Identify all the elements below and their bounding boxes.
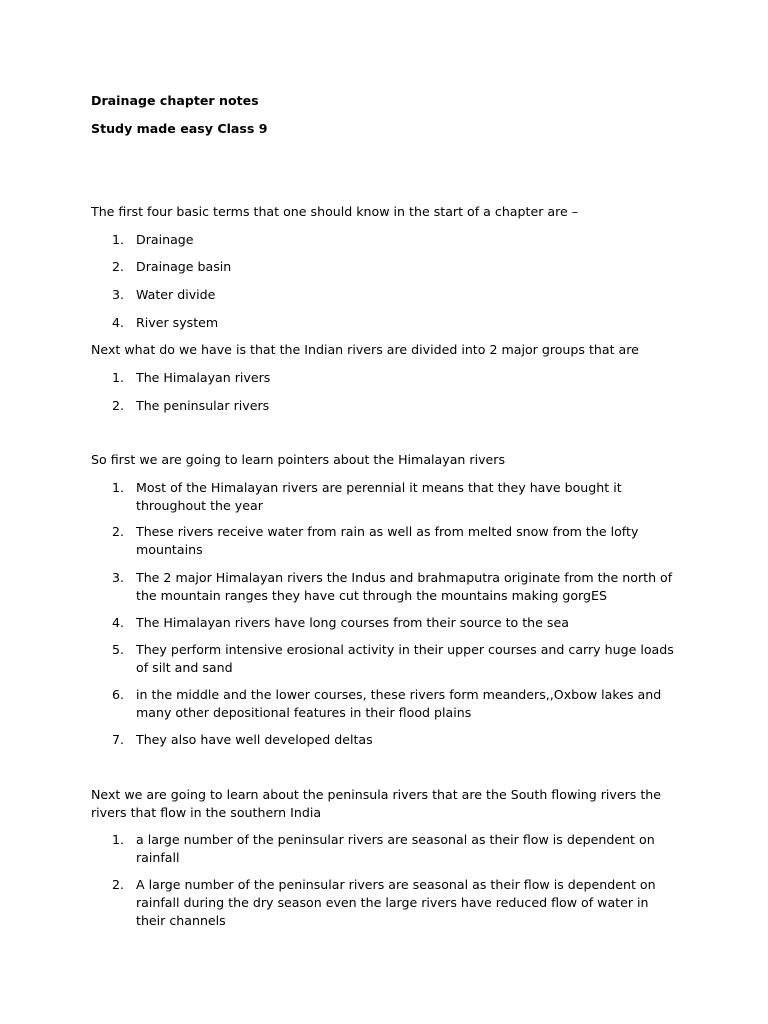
list-item-text: Drainage xyxy=(136,232,194,247)
list-item-number: 2. xyxy=(112,398,125,413)
list-item-text: a large number of the peninsular rivers are seasonal as their flow is dependent on rainfall xyxy=(136,832,655,865)
list-item-number: 3. xyxy=(112,570,125,585)
list-item-text: in the middle and the lower courses, these rivers form meanders,,Oxbow lakes and many other depositional features in their flood plains xyxy=(136,687,662,720)
list-item-number: 7. xyxy=(112,732,125,747)
list-item-number: 1. xyxy=(112,232,125,247)
peninsular-intro-paragraph: Next we are going to learn about the peninsula rivers that are the South flowing rivers the rivers that flow in the southern India xyxy=(91,787,662,820)
list-item-number: 4. xyxy=(112,315,125,330)
list-item-text: They perform intensive erosional activity in their upper courses and carry huge loads of silt and sand xyxy=(136,642,674,675)
intro-paragraph: The first four basic terms that one should know in the start of a chapter are – xyxy=(91,204,579,219)
list-item-number: 5. xyxy=(112,642,125,657)
list-item-number: 2. xyxy=(112,259,125,274)
list-item-number: 1. xyxy=(112,480,125,495)
list-item-text: Water divide xyxy=(136,287,216,302)
document-title: Drainage chapter notes xyxy=(91,93,259,108)
list-item-number: 1. xyxy=(112,370,125,385)
list-item-text: A large number of the peninsular rivers are seasonal as their flow is dependent on rainfall during the dry season even the large rivers have reduced flow of water in their channels xyxy=(136,877,656,928)
groups-intro-paragraph: Next what do we have is that the Indian rivers are divided into 2 major groups that are xyxy=(91,342,639,357)
list-item-number: 1. xyxy=(112,832,125,847)
list-item-text: These rivers receive water from rain as well as from melted snow from the lofty mountains xyxy=(136,524,639,557)
list-item-number: 2. xyxy=(112,877,125,892)
list-item-text: They also have well developed deltas xyxy=(136,732,373,747)
list-item-number: 2. xyxy=(112,524,125,539)
list-item-text: The peninsular rivers xyxy=(136,398,270,413)
list-item-number: 3. xyxy=(112,287,125,302)
list-item-number: 4. xyxy=(112,615,125,630)
list-item-text: Most of the Himalayan rivers are perennial it means that they have bought it throughout the year xyxy=(136,480,622,513)
list-item-text: The Himalayan rivers xyxy=(136,370,271,385)
list-item-text: The 2 major Himalayan rivers the Indus and brahmaputra originate from the north of the mountain ranges they have cut through the mountains making gorgES xyxy=(136,570,673,603)
list-item-text: Drainage basin xyxy=(136,259,232,274)
document-subtitle: Study made easy Class 9 xyxy=(91,121,268,136)
list-item-text: River system xyxy=(136,315,219,330)
list-item-text: The Himalayan rivers have long courses from their source to the sea xyxy=(136,615,569,630)
list-item-number: 6. xyxy=(112,687,125,702)
himalayan-intro-paragraph: So first we are going to learn pointers about the Himalayan rivers xyxy=(91,452,506,467)
